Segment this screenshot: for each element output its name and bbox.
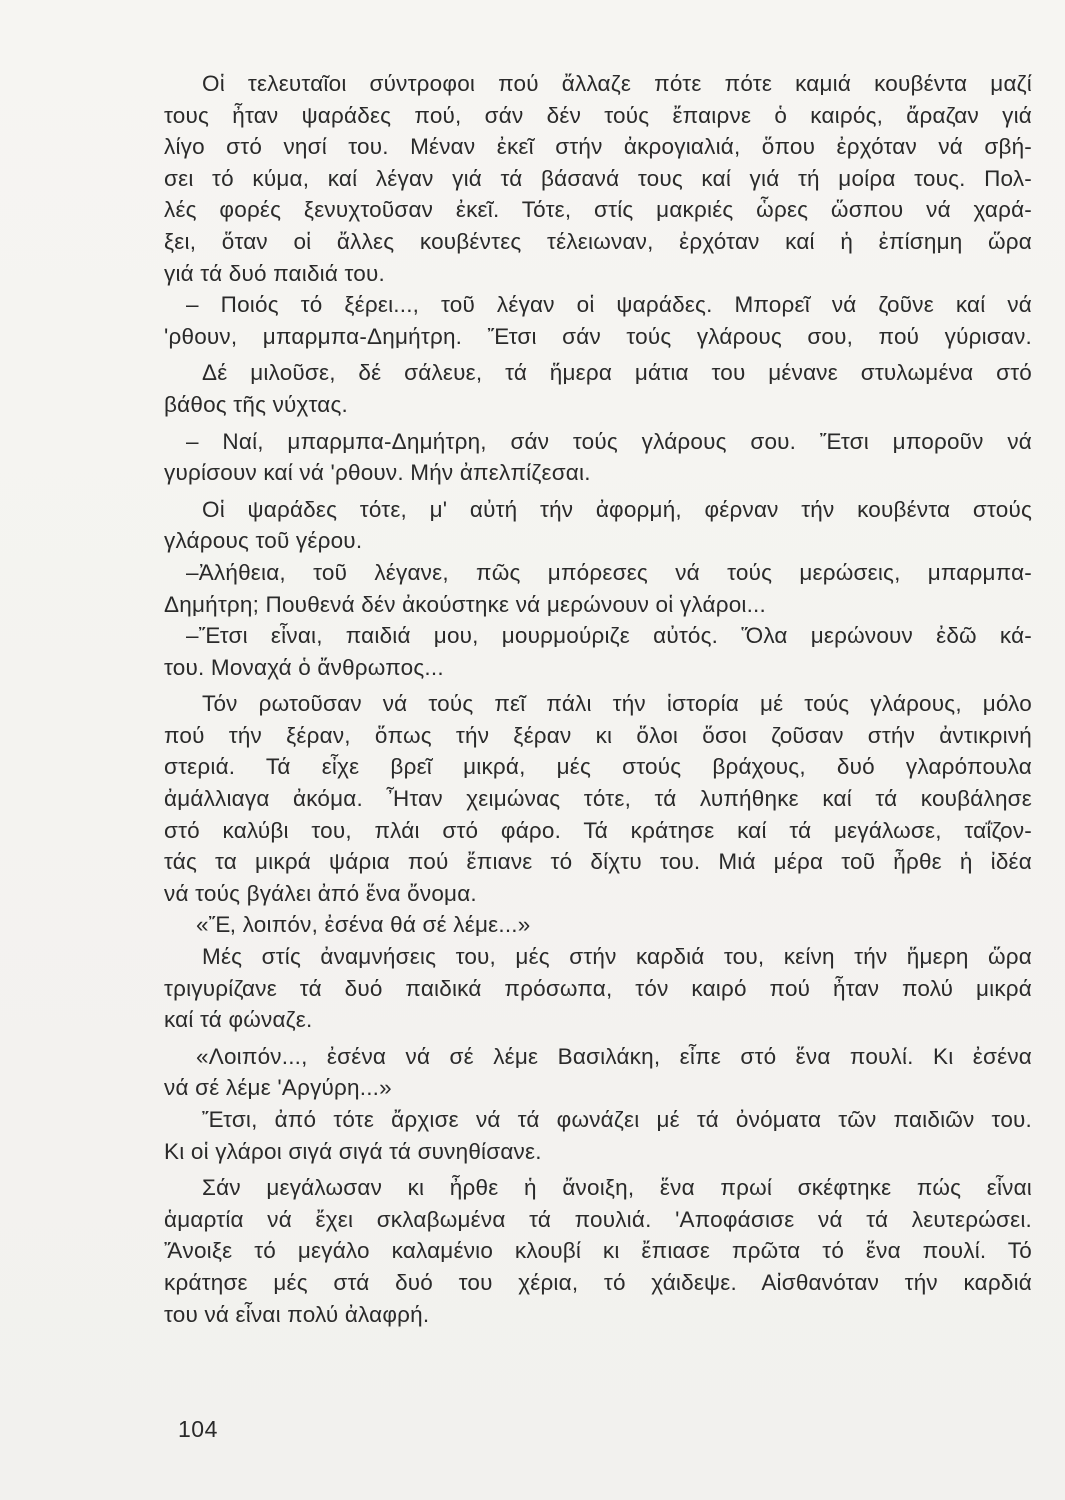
text-line: Δέ μιλοῦσε, δέ σάλευε, τά ἥμερα μάτια του μένανε στυλωμένα στό [202, 360, 1032, 386]
text-line: λίγο στό νησί του. Μέναν ἐκεῖ στήν ἀκρογιαλιά, ὅπου ἐρχόταν νά σβή- [164, 134, 1032, 160]
text-line: ἀμάλλιαγα ἀκόμα. Ἦταν χειμώνας τότε, τά λυπήθηκε καί τά κουβάλησε [164, 786, 1032, 812]
text-line: τριγυρίζανε τά δυό παιδικά πρόσωπα, τόν καιρό πού ἦταν πολύ μικρά [164, 975, 1032, 1001]
text-line: – Ποιός τό ξέρει..., τοῦ λέγαν οἱ ψαράδες. Μπορεῖ νά ζοῦνε καί νά [186, 292, 1032, 318]
text-line: Μές στίς ἀναμνήσεις του, μές στήν καρδιά του, κείνη τήν ἥμερη ὥρα [202, 944, 1032, 970]
text-line: Δημήτρη; Πουθενά δέν ἀκούστηκε νά μερώνουν οἱ γλάροι... [164, 591, 766, 617]
text-line: τους ἦταν ψαράδες πού, σάν δέν τούς ἔπαιρνε ὁ καιρός, ἄραζαν γιά [164, 102, 1032, 128]
text-line: Οἱ τελευταῖοι σύντροφοι πού ἄλλαζε πότε πότε καμιά κουβέντα μαζί [202, 71, 1032, 96]
text-line: γιά τά δυό παιδιά του. [164, 260, 385, 286]
text-line: γλάρους τοῦ γέρου. [164, 528, 363, 554]
text-line: κράτησε μές στά δυό του χέρια, τό χάιδεψε. Αἰσθανόταν τήν καρδιά [164, 1269, 1032, 1295]
text-line: ξει, ὅταν οἱ ἄλλες κουβέντες τέλειωναν, ἐρχόταν καί ἡ ἐπίσημη ὥρα [164, 228, 1032, 254]
text-line: – Ναί, μπαρμπα-Δημήτρη, σάν τούς γλάρους σου. Ἔτσι μποροῦν νά [186, 428, 1032, 454]
page-number: 104 [178, 1416, 218, 1442]
text-line: λές φορές ξενυχτοῦσαν ἐκεῖ. Τότε, στίς μακριές ὧρες ὥσπου νά χαρά- [164, 197, 1032, 223]
text-line: –Ἀλήθεια, τοῦ λέγανε, πῶς μπόρεσες νά τούς μερώσεις, μπαρμπα- [186, 559, 1032, 585]
text-line: του νά εἶναι πολύ ἀλαφρή. [164, 1301, 430, 1327]
text-line: γυρίσουν καί νά 'ρθουν. Μήν ἀπελπίζεσαι. [164, 460, 591, 486]
text-line: στό καλύβι του, πλάι στό φάρο. Τά κράτησε καί τά μεγάλωσε, ταΐζον- [164, 817, 1032, 843]
text-line: σει τό κύμα, καί λέγαν γιά τά βάσανά τους καί γιά τή μοίρα τους. Πολ- [164, 165, 1032, 191]
text-line: «Λοιπόν..., ἐσένα νά σέ λέμε Βασιλάκη, εἶπε στό ἕνα πουλί. Κι ἐσένα [196, 1043, 1032, 1069]
text-line: βάθος τῆς νύχτας. [164, 391, 349, 417]
text-line: Τόν ρωτοῦσαν νά τούς πεῖ πάλι τήν ἱστορία μέ τούς γλάρους, μόλο [202, 691, 1032, 717]
text-line: Κι οἱ γλάροι σιγά σιγά τά συνηθίσανε. [164, 1138, 542, 1164]
text-line: πού τήν ξέραν, ὅπως τήν ξέραν κι ὅλοι ὅσοι ζοῦσαν στήν ἀντικρινή [164, 722, 1032, 748]
text-line: του. Μοναχά ὁ ἄνθρωπος... [164, 654, 444, 680]
text-line: «Ἔ, λοιπόν, ἐσένα θά σέ λέμε...» [196, 912, 531, 938]
body-text [164, 68, 1032, 1330]
text-line: 'ρθουν, μπαρμπα-Δημήτρη. Ἔτσι σάν τούς γλάρους σου, πού γύρισαν. [164, 323, 1032, 349]
text-line: νά σέ λέμε 'Αργύρη...» [164, 1075, 392, 1101]
text-line: νά τούς βγάλει ἀπό ἕνα ὄνομα. [164, 880, 477, 906]
text-line: Ἄνοιξε τό μεγάλο καλαμένιο κλουβί κι ἔπιασε πρῶτα τό ἕνα πουλί. Τό [164, 1238, 1032, 1264]
text-line: –Ἔτσι εἶναι, παιδιά μου, μουρμούριζε αὐτός. Ὅλα μερώνουν ἐδῶ κά- [186, 623, 1032, 649]
text-line: τάς τα μικρά ψάρια πού ἔπιανε τό δίχτυ του. Μιά μέρα τοῦ ἦρθε ἡ ἰδέα [164, 849, 1032, 875]
text-line: Ἔτσι, ἀπό τότε ἄρχισε νά τά φωνάζει μέ τά ὀνόματα τῶν παιδιῶν του. [202, 1107, 1032, 1132]
text-line: καί τά φώναζε. [164, 1007, 313, 1033]
text-line: Οἱ ψαράδες τότε, μ' αὐτή τήν ἀφορμή, φέρναν τήν κουβέντα στούς [202, 496, 1032, 522]
text-line: στεριά. Τά εἶχε βρεῖ μικρά, μές στούς βράχους, δυό γλαρόπουλα [164, 754, 1032, 780]
text-line: Σάν μεγάλωσαν κι ἦρθε ἡ ἄνοιξη, ἕνα πρωί σκέφτηκε πώς εἶναι [202, 1175, 1032, 1201]
text-line: ἁμαρτία νά ἔχει σκλαβωμένα τά πουλιά. 'Αποφάσισε νά τά λευτερώσει. [164, 1206, 1032, 1232]
